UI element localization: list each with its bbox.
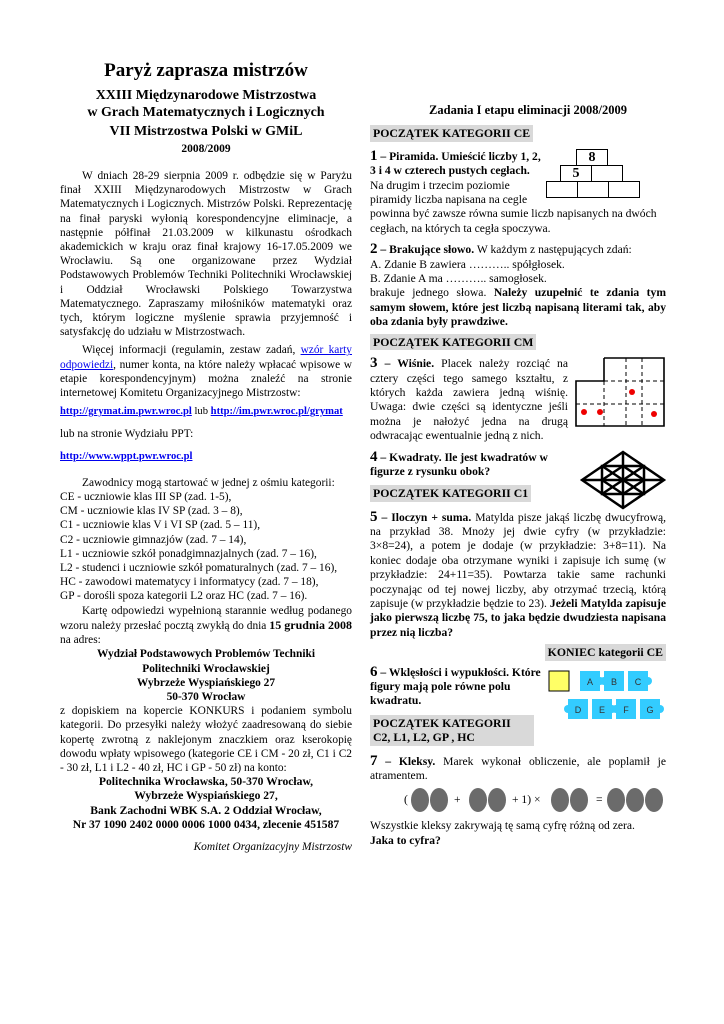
bank-line: Bank Zachodni WBK S.A. 2 Oddział Wrocław, [90,803,322,817]
task-title: – Kleksy. [377,754,436,768]
info-text-a: Więcej informacji (regulamin, zestaw zadań, [82,344,301,357]
task-2 [370,242,666,329]
deadline-after: na adres: [60,634,101,647]
task-5 [370,510,666,641]
konkurs-paragraph: z dopiskiem na kopercie KONKURS i podaniem symbolu kategorii. Do przesyłki należy włożyć zaadresowaną do siebie kopertę zwrotną z naklejonym znaczkiem oraz kserokopię dowodu wpłaty wpisowego (kategorie CE i CM - 20 zł, C1 i C2 - 30 zł, L1 i L2 - 40 zł, HC i GP - 50 zł) na konto: [60,705,352,774]
task-1 [370,149,666,236]
task-number: 7 [370,752,378,769]
squares-figure [580,450,666,510]
puzzle-shape [600,671,624,691]
card-paragraph [60,604,352,648]
category-item: GP - dorośli spoza kategorii L2 oraz HC (zad. 7 – 16). [60,590,308,603]
pyramid-brick [546,181,578,198]
shape-label: C [634,676,642,687]
blot-equation [370,785,666,819]
task-6 [370,665,666,746]
task-question: Jeżeli Matylda zapisuje jako pierwszą liczbę 75, to jaka będzie dwudziesta napisana przez nią liczba? [370,596,666,639]
pyramid-brick: 5 [560,165,592,182]
cherry-icon [597,409,603,415]
task-3 [370,356,666,443]
card-text: Kartę odpowiedzi wypełnioną starannie według podanego wzoru należy przesłać pocztą zwykłą do dnia [60,604,352,632]
category-item: C2 - uczniowie gimnazjów (zad. 7 – 14), [60,533,247,546]
categories-list [60,490,352,604]
bank-line: Nr 37 1090 2402 0000 0006 1000 0434, zlecenie 451587 [72,817,340,831]
cake-figure [574,356,666,428]
address-line: Politechniki Wrocławskiej [142,662,270,675]
address-line: Wydział Podstawowych Problemów Techniki [96,648,316,661]
task-title: – Wiśnie. [377,357,435,371]
task-number: 5 [370,508,378,525]
category-item: C1 - uczniowie klas V i VI SP (zad. 5 – 11), [60,519,261,532]
pyramid-figure [546,149,666,199]
cherry-icon [581,409,587,415]
blot-icon-triple [606,787,666,813]
task-text: Wszystkie kleksy zakrywają tę samą cyfrę różną od zera. [370,819,635,833]
cherry-icon [629,389,635,395]
im-grymat-link[interactable]: http://im.pwr.wroc.pl/grymat [210,406,343,418]
ppt-text: lub na stronie Wydziału PPT: [60,428,194,441]
task-text: Placek należy rozciąć na cztery części tego samego kształtu, z których każda zawiera jedną wiśnię. Uwaga: dwie części są identyczne jeśli można je nałożyć jedna na drugą odwracając ewentualnie jedną z nich. [370,357,568,443]
grymat-link[interactable]: http://grymat.im.pwr.wroc.pl [60,406,192,418]
bank-line: Wybrzeże Wyspiańskiego 27, [134,789,278,803]
category-item: CM - uczniowie klas IV SP (zad. 3 – 8), [60,505,243,518]
puzzle-shape [612,699,636,719]
task-title: – Kwadraty [377,450,439,464]
task-number: 6 [370,663,378,680]
tasks-title: Zadania I etapu eliminacji 2008/2009 [429,103,627,117]
subtitle-line-2: w Grach Matematycznych i Logicznych [87,104,325,120]
cherry-icon [651,411,657,417]
categories-intro: Zawodnicy mogą startować w jednej z ośmiu kategorii: [82,476,335,489]
urls-line [60,405,352,419]
subtitle-line-3: VII Mistrzostwa Polski w GMiL [109,124,303,139]
shape-label: B [610,676,618,687]
task-number: 3 [370,355,378,372]
info-paragraph [60,343,352,400]
task-number: 1 [370,147,378,164]
ppt-url-line [60,450,352,464]
wppt-link[interactable]: http://www.wppt.pwr.wroc.pl [60,450,193,462]
pyramid-brick: 8 [576,149,608,166]
category-item: L1 - uczniowie szkół ponadgimnazjalnych (zad. 7 – 16), [60,547,317,560]
task-text: Marek wykonał obliczenie, ale poplamił je atramentem. [370,754,666,783]
task-4 [370,450,666,502]
eq-symbol: ( [404,793,408,807]
sentence-b: B. Zdanie A ma ……….. samogłosek. [370,272,547,286]
shape-label: F [623,704,629,715]
puzzle-shape [564,699,588,719]
address-line: Wybrzeże Wyspiańskiego 27 [136,676,276,689]
task-question: Należy uzupełnić te zdania tym samym słowem, które jest liczbą napisaną literami tak, aby oba zdania były prawdziwe. [370,286,666,329]
blot-icon-pair [550,787,590,813]
category-item: HC - zawodowi matematycy i informatycy (zad. 7 – 18), [60,576,319,589]
bank-details [60,775,352,832]
category-c2-start: POCZĄTEK KATEGORII C2, L1, L2, GP , HC [370,715,534,746]
intro-paragraph: W dniach 28-29 sierpnia 2009 r. odbędzie się w Paryżu finał XXIII Międzynarodowych Mistrzostw w Grach Matematycznych i Logicznych. Mistrzów Polski. Reprezentację na finał paryski wyłonią korespondencyjne eliminacje, a następnie półfinał 21.03.2009 w kilkunastu ośrodkach akademickich w kraju oraz finał krajowy 16-17.05.2009 we Wrocławiu. Są one organizowane przez Wydział Podstawowych Problemów Techniki Politechniki Wrocławskiej i Oddział Wrocławski Polskiego Towarzystwa Matematycznego. Zapraszamy miłośników matematyki oraz tych, którym logiczne myślenie sprawia przyjemność i satysfakcję do udziału w Mistrzostwach. [60,170,352,339]
category-item: L2 - studenci i uczniowie szkół pomaturalnych (zad. 7 – 16), [60,562,338,575]
page-title: Paryż zaprasza mistrzów [104,60,308,81]
or-text: lub [191,406,211,418]
task-text: brakuje jednego słowa. [370,286,494,300]
task-title: – Iloczyn + suma. [377,510,472,524]
signature: Komitet Organizacyjny Mistrzostw [193,840,352,853]
subtitle-line-1: XXIII Międzynarodowe Mistrzostwa [95,88,317,103]
task-text: Matylda pisze jakąś liczbę dwucyfrową, na przykład 38. Mnoży jej dwie cyfry (w przykładzie: 3×8=24), a potem je dodaje (w przykładzie: 3+8=11). Na koniec dodaje oba otrzymane wyniki i zapisuje ich sumę (w przykładzie: 24+11=35). Powtarza takie same rachunki poczynając od tej nowej liczby, aby otrzymać trzecią, którą zapisuje (w przykładzie będzie to 23). [370,510,666,610]
shapes-figure [548,665,666,731]
eq-symbol: + 1) × [512,793,541,807]
shape-label: A [586,676,594,687]
bank-line: Politechnika Wrocławska, 50-370 Wrocław, [98,775,314,789]
category-ce-end: KONIEC kategorii CE [545,644,666,660]
task-question: . Ile jest kwadratów w figurze z rysunku obok? [370,450,548,478]
task-title: – Piramida. Umieścić liczby 1, 2, 3 i 4 w czterech pustych cegłach. [370,149,541,178]
category-c1-start: POCZĄTEK KATEGORII C1 [370,485,531,501]
shape-label: D [574,704,582,715]
category-cm-start: POCZĄTEK KATEGORII CM [370,334,536,350]
category-ce-end-wrap [370,644,666,660]
blot-icon-pair [410,787,450,813]
eq-symbol: + [454,793,461,807]
blot-icon-pair [468,787,508,813]
mailing-address [60,647,352,704]
event-subtitle [60,88,352,157]
task-question: Jaka to cyfra? [370,833,441,847]
season-year: 2008/2009 [181,142,231,155]
task-title: – Wklęsłości i wypukłości. Które figury mają pole równe polu kwadratu. [370,665,541,708]
right-column [370,103,666,848]
sentence-a: A. Zdanie B zawiera ……….. spółgłosek. [370,257,565,271]
category-item: CE - uczniowie klas III SP (zad. 1-5), [60,491,232,504]
pyramid-brick [608,181,640,198]
shape-label: G [646,704,654,715]
pyramid-brick [591,165,623,182]
square-shape [549,671,569,691]
info-text-b: , numer konta, na które należy wpłacać wpisowe w etapie korespondencyjnym) można znaleźć na stronie internetowej Komitetu Organizacyjnego Mistrzostw: [60,358,352,400]
category-ce-start: POCZĄTEK KATEGORII CE [370,125,533,141]
left-column-body [60,169,352,854]
deadline: 15 grudnia 2008 [269,617,353,632]
eq-symbol: = [596,793,603,807]
answer-card-link[interactable]: wzór karty odpowiedzi [60,344,352,371]
task-text: Na drugim i trzecim poziomie piramidy liczba napisana na cegle powinna być zawsze równa sumie liczb napisanych na dwóch cegłach, na których ta cegła spoczywa. [370,178,657,235]
puzzle-shape [628,671,652,691]
puzzle-shape [640,699,664,719]
task-7 [370,754,666,849]
address-line: 50-370 Wrocław [166,690,246,703]
task-number: 2 [370,241,378,258]
task-text: W każdym z następujących zdań: [474,243,632,257]
shape-label: E [598,704,606,715]
task-title: – Brakujące słowo. [377,243,475,257]
pyramid-brick [577,181,609,198]
task-number: 4 [370,448,378,465]
